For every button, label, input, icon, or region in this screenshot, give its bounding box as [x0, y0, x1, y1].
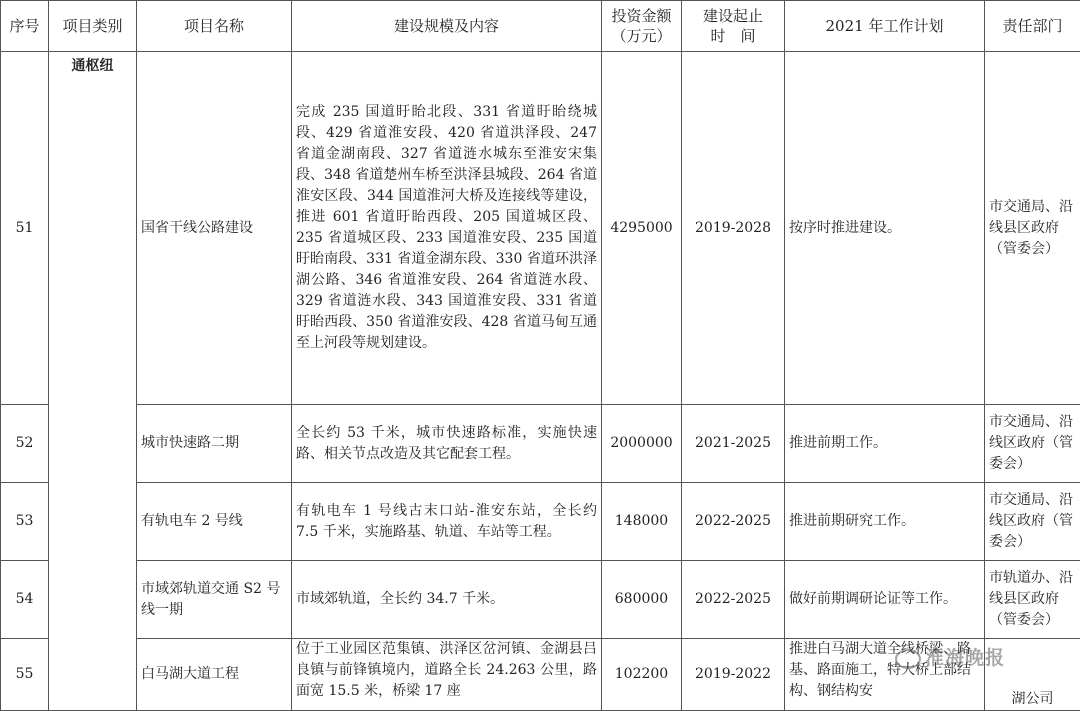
row-seq: 54: [1, 561, 49, 639]
row-plan: 推进前期工作。: [785, 405, 985, 483]
row-plan: 推进前期研究工作。: [785, 483, 985, 561]
row-investment: 680000: [602, 561, 682, 639]
row-scope: 有轨电车 1 号线古末口站-淮安东站，全长约 7.5 千米，实施路基、轨道、车站等工程。: [292, 483, 602, 561]
row-seq: 52: [1, 405, 49, 483]
table-row: [1, 52, 1080, 405]
row-scope: 全长约 53 千米，城市快速路标准，实施快速路、相关节点改造及其它配套工程。: [292, 405, 602, 483]
row-scope: 完成 235 国道盱眙北段、331 省道盱眙绕城段、429 省道淮安段、420 省道洪泽段、247 省道金湖南段、327 省道涟水城东至淮安宋集段、348 省道楚州车桥至洪泽县城段、264 省道淮安区段、344 国道淮河大桥及连接线等建设，推进 601 省道盱眙西段、205 国道城区段、235 省道城区段、233 国道淮安段、235 国道盱眙南段、331 省道金湖东段、330 省道环洪泽湖公路、346 省道淮安段、264 省道涟水段、329 省道涟水段、343 国道淮安段、331 省道盱眙西段、350 省道淮安段、428 省道马甸互通至上河段等规划建设。: [292, 52, 602, 405]
row-plan: 按序时推进建设。: [785, 52, 985, 405]
row-period: 2022-2025: [682, 483, 785, 561]
header-category: 项目类别: [49, 1, 137, 52]
header-plan: 2021 年工作计划: [785, 1, 985, 52]
row-name: 城市快速路二期: [137, 405, 292, 483]
table-row: [1, 405, 1080, 483]
row-dept: 市轨道办、沿线县区政府（管委会）: [985, 561, 1080, 639]
row-period: 2019-2028: [682, 52, 785, 405]
row-investment: 148000: [602, 483, 682, 561]
watermark-text: 淮海晚报: [925, 647, 1005, 669]
wechat-icon: [895, 649, 921, 669]
row-period: 2022-2025: [682, 561, 785, 639]
row-dept: 市交通局、沿线县区政府（管委会）: [985, 52, 1080, 405]
row-seq: 55: [1, 639, 49, 711]
row-dept: 湖公司: [985, 639, 1080, 711]
row-investment: 102200: [602, 639, 682, 711]
header-investment-line1: 投资金额: [602, 6, 681, 26]
header-period: [682, 1, 785, 52]
row-name: 白马湖大道工程: [137, 639, 292, 711]
header-investment-line2: （万元）: [602, 26, 681, 46]
row-seq: 53: [1, 483, 49, 561]
row-plan: 推进白马湖大道全线桥梁、路基、路面施工，特大桥上部结构、钢结构安: [785, 639, 985, 711]
row-period: 2019-2022: [682, 639, 785, 711]
table-row: [1, 561, 1080, 639]
row-name: 有轨电车 2 号线: [137, 483, 292, 561]
row-dept: 市交通局、沿线区政府（管委会）: [985, 483, 1080, 561]
row-investment: 2000000: [602, 405, 682, 483]
category-cell: 通枢纽: [49, 52, 137, 711]
row-plan: 做好前期调研论证等工作。: [785, 561, 985, 639]
watermark: [895, 643, 1005, 670]
row-investment: 4295000: [602, 52, 682, 405]
header-seq: 序号: [1, 1, 49, 52]
header-dept: 责任部门: [985, 1, 1080, 52]
header-investment: [602, 1, 682, 52]
header-period-line1: 建设起止: [682, 6, 784, 26]
row-name: 国省干线公路建设: [137, 52, 292, 405]
header-period-line2: 时 间: [682, 26, 784, 46]
row-dept: 市交通局、沿线区政府（管委会）: [985, 405, 1080, 483]
row-period: 2021-2025: [682, 405, 785, 483]
header-name: 项目名称: [137, 1, 292, 52]
row-name: 市域郊轨道交通 S2 号线一期: [137, 561, 292, 639]
row-scope: 位于工业园区范集镇、洪泽区岔河镇、金湖县吕良镇与前锋镇境内，道路全长 24.263 公里，路面宽 15.5 米，桥梁 17 座: [292, 639, 602, 711]
header-scope: 建设规模及内容: [292, 1, 602, 52]
header-row: [1, 1, 1080, 52]
row-scope: 市域郊轨道，全长约 34.7 千米。: [292, 561, 602, 639]
row-seq: 51: [1, 52, 49, 405]
table-row: [1, 483, 1080, 561]
